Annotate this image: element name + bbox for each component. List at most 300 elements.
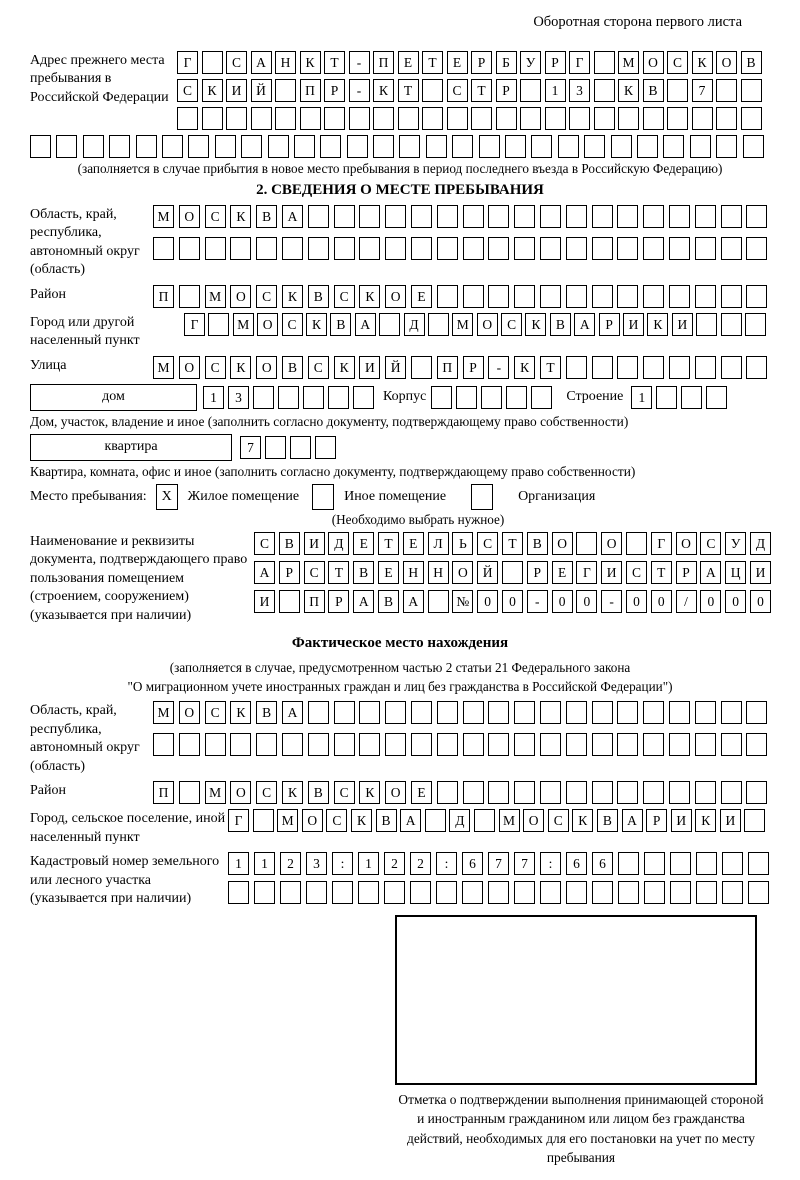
- char-box[interactable]: :: [436, 852, 457, 875]
- char-box[interactable]: [617, 205, 638, 228]
- char-box[interactable]: Л: [428, 532, 449, 555]
- char-box[interactable]: 2: [410, 852, 431, 875]
- char-box[interactable]: Й: [477, 561, 498, 584]
- char-box[interactable]: В: [279, 532, 300, 555]
- char-box[interactable]: [398, 107, 419, 130]
- char-box[interactable]: [83, 135, 104, 158]
- char-box[interactable]: [721, 733, 742, 756]
- char-box[interactable]: К: [351, 809, 372, 832]
- char-box[interactable]: [721, 285, 742, 308]
- char-box[interactable]: [179, 781, 200, 804]
- char-box[interactable]: [306, 881, 327, 904]
- char-box[interactable]: [202, 51, 223, 74]
- char-box[interactable]: [695, 205, 716, 228]
- char-box[interactable]: 2: [280, 852, 301, 875]
- char-box[interactable]: [437, 733, 458, 756]
- char-box[interactable]: [566, 881, 587, 904]
- char-box[interactable]: [643, 733, 664, 756]
- char-box[interactable]: [617, 701, 638, 724]
- char-box[interactable]: /: [676, 590, 697, 613]
- char-box[interactable]: Р: [324, 79, 345, 102]
- char-box[interactable]: [721, 781, 742, 804]
- char-box[interactable]: 7: [692, 79, 713, 102]
- char-box[interactable]: И: [304, 532, 325, 555]
- char-box[interactable]: [746, 237, 767, 260]
- char-box[interactable]: О: [230, 781, 251, 804]
- char-box[interactable]: [488, 701, 509, 724]
- char-box[interactable]: Р: [463, 356, 484, 379]
- char-box[interactable]: [643, 237, 664, 260]
- char-box[interactable]: [422, 107, 443, 130]
- char-box[interactable]: К: [306, 313, 327, 336]
- char-box[interactable]: [385, 205, 406, 228]
- char-box[interactable]: [669, 781, 690, 804]
- char-box[interactable]: О: [452, 561, 473, 584]
- char-box[interactable]: О: [601, 532, 622, 555]
- char-box[interactable]: П: [153, 285, 174, 308]
- char-box[interactable]: М: [499, 809, 520, 832]
- char-box[interactable]: 0: [700, 590, 721, 613]
- char-box[interactable]: [505, 135, 526, 158]
- char-box[interactable]: М: [153, 356, 174, 379]
- char-box[interactable]: [695, 781, 716, 804]
- char-box[interactable]: Б: [496, 51, 517, 74]
- char-box[interactable]: Р: [496, 79, 517, 102]
- char-box[interactable]: С: [447, 79, 468, 102]
- char-box[interactable]: [488, 881, 509, 904]
- char-box[interactable]: [488, 205, 509, 228]
- char-box[interactable]: [256, 237, 277, 260]
- char-box[interactable]: [109, 135, 130, 158]
- char-box[interactable]: И: [671, 809, 692, 832]
- char-box[interactable]: [746, 356, 767, 379]
- char-box[interactable]: [437, 237, 458, 260]
- char-box[interactable]: [334, 237, 355, 260]
- char-box[interactable]: О: [257, 313, 278, 336]
- char-box[interactable]: 1: [228, 852, 249, 875]
- char-box[interactable]: К: [282, 285, 303, 308]
- char-box[interactable]: О: [523, 809, 544, 832]
- char-box[interactable]: А: [282, 701, 303, 724]
- char-box[interactable]: [716, 135, 737, 158]
- char-box[interactable]: И: [720, 809, 741, 832]
- char-box[interactable]: [456, 386, 477, 409]
- char-box[interactable]: [566, 701, 587, 724]
- char-box[interactable]: В: [256, 701, 277, 724]
- char-box[interactable]: [531, 135, 552, 158]
- char-box[interactable]: П: [153, 781, 174, 804]
- char-box[interactable]: :: [540, 852, 561, 875]
- char-box[interactable]: А: [700, 561, 721, 584]
- char-box[interactable]: Г: [569, 51, 590, 74]
- char-box[interactable]: [670, 881, 691, 904]
- char-box[interactable]: [462, 881, 483, 904]
- char-box[interactable]: С: [282, 313, 303, 336]
- char-box[interactable]: 0: [626, 590, 647, 613]
- char-box[interactable]: [334, 701, 355, 724]
- char-box[interactable]: 1: [254, 852, 275, 875]
- char-box[interactable]: [431, 386, 452, 409]
- char-box[interactable]: Р: [646, 809, 667, 832]
- char-box[interactable]: П: [437, 356, 458, 379]
- char-box[interactable]: [540, 285, 561, 308]
- char-box[interactable]: [379, 313, 400, 336]
- char-box[interactable]: [179, 733, 200, 756]
- char-box[interactable]: М: [153, 205, 174, 228]
- char-box[interactable]: В: [550, 313, 571, 336]
- char-box[interactable]: [716, 107, 737, 130]
- stay-type-checkbox-residential[interactable]: X: [156, 484, 178, 510]
- char-box[interactable]: [514, 205, 535, 228]
- char-box[interactable]: [452, 135, 473, 158]
- char-box[interactable]: [514, 701, 535, 724]
- char-box[interactable]: [681, 386, 702, 409]
- char-box[interactable]: 1: [631, 386, 652, 409]
- char-box[interactable]: [558, 135, 579, 158]
- char-box[interactable]: Е: [403, 532, 424, 555]
- char-box[interactable]: Г: [651, 532, 672, 555]
- char-box[interactable]: Е: [398, 51, 419, 74]
- char-box[interactable]: [308, 733, 329, 756]
- char-box[interactable]: Т: [651, 561, 672, 584]
- char-box[interactable]: В: [308, 285, 329, 308]
- char-box[interactable]: [584, 135, 605, 158]
- char-box[interactable]: 0: [725, 590, 746, 613]
- char-box[interactable]: К: [692, 51, 713, 74]
- stay-type-checkbox-other[interactable]: [312, 484, 334, 510]
- char-box[interactable]: [592, 881, 613, 904]
- char-box[interactable]: [256, 733, 277, 756]
- char-box[interactable]: [514, 781, 535, 804]
- char-box[interactable]: [669, 237, 690, 260]
- char-box[interactable]: [643, 107, 664, 130]
- char-box[interactable]: О: [230, 285, 251, 308]
- char-box[interactable]: Р: [676, 561, 697, 584]
- char-box[interactable]: [566, 733, 587, 756]
- char-box[interactable]: И: [226, 79, 247, 102]
- char-box[interactable]: [471, 107, 492, 130]
- char-box[interactable]: 6: [566, 852, 587, 875]
- char-box[interactable]: Г: [177, 51, 198, 74]
- char-box[interactable]: Д: [404, 313, 425, 336]
- char-box[interactable]: В: [308, 781, 329, 804]
- char-box[interactable]: [373, 135, 394, 158]
- char-box[interactable]: О: [477, 313, 498, 336]
- char-box[interactable]: О: [385, 781, 406, 804]
- char-box[interactable]: [626, 532, 647, 555]
- char-box[interactable]: [437, 701, 458, 724]
- char-box[interactable]: С: [256, 781, 277, 804]
- char-box[interactable]: [669, 701, 690, 724]
- char-box[interactable]: [569, 107, 590, 130]
- char-box[interactable]: [188, 135, 209, 158]
- char-box[interactable]: [643, 701, 664, 724]
- char-box[interactable]: [437, 781, 458, 804]
- char-box[interactable]: Т: [540, 356, 561, 379]
- char-box[interactable]: И: [750, 561, 771, 584]
- char-box[interactable]: [437, 205, 458, 228]
- char-box[interactable]: [618, 881, 639, 904]
- char-box[interactable]: [488, 285, 509, 308]
- char-box[interactable]: [463, 733, 484, 756]
- char-box[interactable]: Г: [184, 313, 205, 336]
- char-box[interactable]: О: [643, 51, 664, 74]
- char-box[interactable]: [540, 733, 561, 756]
- char-box[interactable]: В: [330, 313, 351, 336]
- char-box[interactable]: [308, 205, 329, 228]
- char-box[interactable]: К: [230, 356, 251, 379]
- char-box[interactable]: [384, 881, 405, 904]
- char-box[interactable]: [540, 881, 561, 904]
- char-box[interactable]: [228, 881, 249, 904]
- char-box[interactable]: [592, 285, 613, 308]
- char-box[interactable]: И: [359, 356, 380, 379]
- char-box[interactable]: К: [618, 79, 639, 102]
- char-box[interactable]: [437, 285, 458, 308]
- char-box[interactable]: [695, 285, 716, 308]
- char-box[interactable]: [617, 285, 638, 308]
- char-box[interactable]: [290, 436, 311, 459]
- char-box[interactable]: [594, 107, 615, 130]
- char-box[interactable]: Й: [385, 356, 406, 379]
- char-box[interactable]: 0: [651, 590, 672, 613]
- char-box[interactable]: [643, 356, 664, 379]
- char-box[interactable]: [611, 135, 632, 158]
- char-box[interactable]: [540, 205, 561, 228]
- char-box[interactable]: [385, 733, 406, 756]
- char-box[interactable]: [514, 733, 535, 756]
- char-box[interactable]: [741, 79, 762, 102]
- char-box[interactable]: 7: [240, 436, 261, 459]
- char-box[interactable]: [411, 733, 432, 756]
- char-box[interactable]: [746, 701, 767, 724]
- char-box[interactable]: О: [179, 701, 200, 724]
- char-box[interactable]: [411, 205, 432, 228]
- char-box[interactable]: [463, 701, 484, 724]
- char-box[interactable]: [303, 386, 324, 409]
- char-box[interactable]: [251, 107, 272, 130]
- char-box[interactable]: [282, 237, 303, 260]
- char-box[interactable]: С: [256, 285, 277, 308]
- char-box[interactable]: [663, 135, 684, 158]
- char-box[interactable]: [618, 107, 639, 130]
- char-box[interactable]: [436, 881, 457, 904]
- char-box[interactable]: [488, 733, 509, 756]
- char-box[interactable]: [706, 386, 727, 409]
- char-box[interactable]: Т: [378, 532, 399, 555]
- char-box[interactable]: С: [626, 561, 647, 584]
- char-box[interactable]: [411, 356, 432, 379]
- char-box[interactable]: С: [501, 313, 522, 336]
- char-box[interactable]: [320, 135, 341, 158]
- char-box[interactable]: [695, 237, 716, 260]
- char-box[interactable]: [488, 237, 509, 260]
- char-box[interactable]: 0: [750, 590, 771, 613]
- char-box[interactable]: [205, 733, 226, 756]
- char-box[interactable]: К: [514, 356, 535, 379]
- char-box[interactable]: А: [403, 590, 424, 613]
- char-box[interactable]: [566, 781, 587, 804]
- char-box[interactable]: И: [623, 313, 644, 336]
- char-box[interactable]: И: [601, 561, 622, 584]
- char-box[interactable]: [202, 107, 223, 130]
- char-box[interactable]: [399, 135, 420, 158]
- char-box[interactable]: Н: [275, 51, 296, 74]
- char-box[interactable]: [696, 881, 717, 904]
- char-box[interactable]: [359, 701, 380, 724]
- char-box[interactable]: [226, 107, 247, 130]
- char-box[interactable]: Р: [328, 590, 349, 613]
- char-box[interactable]: [425, 809, 446, 832]
- char-box[interactable]: [617, 237, 638, 260]
- char-box[interactable]: О: [385, 285, 406, 308]
- char-box[interactable]: [746, 285, 767, 308]
- char-box[interactable]: [644, 881, 665, 904]
- char-box[interactable]: [334, 205, 355, 228]
- char-box[interactable]: [722, 881, 743, 904]
- char-box[interactable]: [373, 107, 394, 130]
- char-box[interactable]: В: [376, 809, 397, 832]
- char-box[interactable]: [359, 733, 380, 756]
- char-box[interactable]: [721, 313, 742, 336]
- char-box[interactable]: -: [349, 51, 370, 74]
- char-box[interactable]: В: [378, 590, 399, 613]
- char-box[interactable]: С: [254, 532, 275, 555]
- char-box[interactable]: [463, 205, 484, 228]
- char-box[interactable]: [721, 356, 742, 379]
- char-box[interactable]: 2: [384, 852, 405, 875]
- char-box[interactable]: [716, 79, 737, 102]
- char-box[interactable]: 6: [592, 852, 613, 875]
- char-box[interactable]: В: [597, 809, 618, 832]
- char-box[interactable]: [506, 386, 527, 409]
- char-box[interactable]: Д: [449, 809, 470, 832]
- char-box[interactable]: С: [667, 51, 688, 74]
- char-box[interactable]: С: [177, 79, 198, 102]
- char-box[interactable]: [463, 781, 484, 804]
- char-box[interactable]: [208, 313, 229, 336]
- char-box[interactable]: П: [373, 51, 394, 74]
- char-box[interactable]: [300, 107, 321, 130]
- char-box[interactable]: И: [254, 590, 275, 613]
- char-box[interactable]: [463, 237, 484, 260]
- char-box[interactable]: [359, 205, 380, 228]
- char-box[interactable]: У: [520, 51, 541, 74]
- char-box[interactable]: [179, 285, 200, 308]
- char-box[interactable]: -: [488, 356, 509, 379]
- char-box[interactable]: Й: [251, 79, 272, 102]
- char-box[interactable]: К: [572, 809, 593, 832]
- char-box[interactable]: [566, 285, 587, 308]
- char-box[interactable]: Н: [428, 561, 449, 584]
- char-box[interactable]: [162, 135, 183, 158]
- char-box[interactable]: [576, 532, 597, 555]
- char-box[interactable]: О: [256, 356, 277, 379]
- char-box[interactable]: [748, 881, 769, 904]
- char-box[interactable]: Т: [471, 79, 492, 102]
- char-box[interactable]: [592, 733, 613, 756]
- char-box[interactable]: [177, 107, 198, 130]
- stay-type-checkbox-organization[interactable]: [471, 484, 493, 510]
- char-box[interactable]: [695, 733, 716, 756]
- char-box[interactable]: Р: [527, 561, 548, 584]
- char-box[interactable]: 1: [545, 79, 566, 102]
- char-box[interactable]: Е: [378, 561, 399, 584]
- char-box[interactable]: [531, 386, 552, 409]
- char-box[interactable]: [282, 733, 303, 756]
- char-box[interactable]: [748, 852, 769, 875]
- char-box[interactable]: [481, 386, 502, 409]
- char-box[interactable]: [328, 386, 349, 409]
- char-box[interactable]: [721, 205, 742, 228]
- char-box[interactable]: [253, 809, 274, 832]
- char-box[interactable]: С: [326, 809, 347, 832]
- char-box[interactable]: [347, 135, 368, 158]
- char-box[interactable]: [479, 135, 500, 158]
- char-box[interactable]: Е: [447, 51, 468, 74]
- char-box[interactable]: [279, 590, 300, 613]
- char-box[interactable]: П: [300, 79, 321, 102]
- char-box[interactable]: 1: [203, 386, 224, 409]
- char-box[interactable]: 1: [358, 852, 379, 875]
- char-box[interactable]: Ц: [725, 561, 746, 584]
- char-box[interactable]: [667, 79, 688, 102]
- char-box[interactable]: О: [179, 356, 200, 379]
- char-box[interactable]: Д: [328, 532, 349, 555]
- char-box[interactable]: [411, 237, 432, 260]
- char-box[interactable]: С: [334, 285, 355, 308]
- char-box[interactable]: О: [179, 205, 200, 228]
- char-box[interactable]: [463, 285, 484, 308]
- char-box[interactable]: Т: [324, 51, 345, 74]
- char-box[interactable]: [746, 733, 767, 756]
- char-box[interactable]: [358, 881, 379, 904]
- char-box[interactable]: [428, 590, 449, 613]
- char-box[interactable]: [696, 852, 717, 875]
- char-box[interactable]: [696, 313, 717, 336]
- char-box[interactable]: 6: [462, 852, 483, 875]
- char-box[interactable]: [592, 781, 613, 804]
- char-box[interactable]: А: [574, 313, 595, 336]
- char-box[interactable]: А: [400, 809, 421, 832]
- char-box[interactable]: [617, 781, 638, 804]
- char-box[interactable]: [644, 852, 665, 875]
- char-box[interactable]: [308, 701, 329, 724]
- char-box[interactable]: [643, 285, 664, 308]
- char-box[interactable]: [410, 881, 431, 904]
- char-box[interactable]: [411, 701, 432, 724]
- char-box[interactable]: [275, 107, 296, 130]
- char-box[interactable]: Д: [750, 532, 771, 555]
- char-box[interactable]: К: [695, 809, 716, 832]
- char-box[interactable]: [695, 356, 716, 379]
- char-box[interactable]: А: [254, 561, 275, 584]
- char-box[interactable]: Е: [552, 561, 573, 584]
- char-box[interactable]: -: [527, 590, 548, 613]
- char-box[interactable]: [692, 107, 713, 130]
- char-box[interactable]: А: [282, 205, 303, 228]
- char-box[interactable]: 3: [228, 386, 249, 409]
- char-box[interactable]: [669, 356, 690, 379]
- char-box[interactable]: -: [349, 79, 370, 102]
- char-box[interactable]: С: [477, 532, 498, 555]
- char-box[interactable]: 3: [569, 79, 590, 102]
- char-box[interactable]: А: [353, 590, 374, 613]
- char-box[interactable]: С: [308, 356, 329, 379]
- char-box[interactable]: В: [527, 532, 548, 555]
- char-box[interactable]: К: [230, 701, 251, 724]
- char-box[interactable]: [241, 135, 262, 158]
